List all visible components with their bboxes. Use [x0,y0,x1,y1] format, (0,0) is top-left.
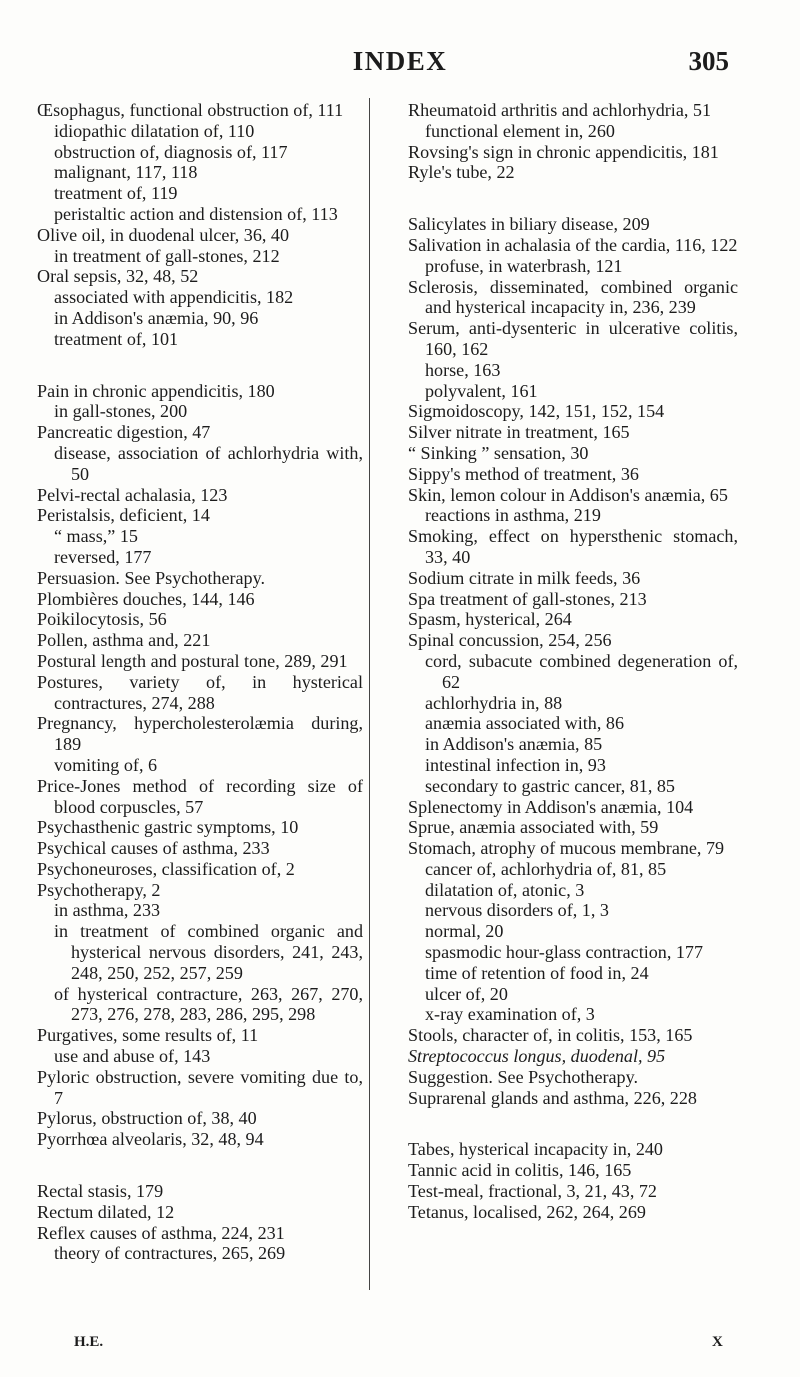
index-entry: Persuasion. See Psychotherapy. [37,567,265,588]
index-entry: Peristalsis, deficient, 14 [37,505,210,526]
index-entry: Psychasthenic gastric symptoms, 10 [37,817,299,838]
index-entry: Sippy's method of treatment, 36 [408,463,639,484]
index-entry: Serum, anti-dysenteric in ulcerative colitis, 160, 162 [408,318,738,359]
index-subentry: in treatment of combined organic and hysterical nervous disorders, 241, 243, 248, 250, 252, 257, 259 [54,921,363,983]
index-entry: Splenectomy in Addison's anæmia, 104 [408,796,694,817]
index-subentry: ulcer of, 20 [425,983,508,1004]
index-subentry: “ mass,” 15 [54,526,138,547]
page-header [0,46,800,86]
index-entry: Suprarenal glands and asthma, 226, 228 [408,1087,697,1108]
index-entry: Rovsing's sign in chronic appendicitis, 181 [408,141,719,162]
index-column-right [408,100,738,1223]
index-subentry: peristaltic action and distension of, 113 [54,203,338,224]
index-entry: Oral sepsis, 32, 48, 52 [37,266,199,287]
index-subentry: spasmodic hour-glass contraction, 177 [425,942,704,963]
index-subentry: polyvalent, 161 [425,380,538,401]
index-subentry: theory of contractures, 265, 269 [54,1243,286,1264]
index-subentry: idiopathic dilatation of, 110 [54,120,255,141]
index-entry: Skin, lemon colour in Addison's anæmia, 65 [408,484,728,505]
index-subentry: malignant, 117, 118 [54,162,198,183]
index-subentry: in treatment of gall-stones, 212 [54,245,280,266]
index-entry: Tannic acid in colitis, 146, 165 [408,1160,632,1181]
index-entry: Psychoneuroses, classification of, 2 [37,858,295,879]
index-entry: Ryle's tube, 22 [408,162,515,183]
index-subentry: of hysterical contracture, 263, 267, 270, 273, 276, 278, 283, 286, 295, 298 [54,983,363,1025]
index-entry: Pollen, asthma and, 221 [37,630,211,651]
page-title: INDEX [352,46,448,76]
index-entry: Rectal stasis, 179 [37,1181,164,1202]
index-entry: Sprue, anæmia associated with, 59 [408,817,659,838]
index-entry: Poikilocytosis, 56 [37,609,167,630]
index-subentry: in Addison's anæmia, 85 [425,734,603,755]
index-subentry: reactions in asthma, 219 [425,505,601,526]
index-entry: Pyloric obstruction, severe vomiting due to, 7 [37,1066,363,1108]
index-entry: Sclerosis, disseminated, combined organic and hysterical incapacity in, 236, 239 [408,276,738,318]
index-entry: Sodium citrate in milk feeds, 36 [408,567,641,588]
column-divider [369,98,370,1290]
index-entry: Postural length and postural tone, 289, 291 [37,650,348,671]
index-entry: Stomach, atrophy of mucous membrane, 79 [408,838,725,859]
index-entry: Pylorus, obstruction of, 38, 40 [37,1108,257,1129]
index-entry: Rectum dilated, 12 [37,1201,175,1222]
index-entry: Pyorrhœa alveolaris, 32, 48, 94 [37,1129,264,1150]
index-subentry: treatment of, 119 [54,183,178,204]
index-subentry: reversed, 177 [54,546,152,567]
index-subentry: in asthma, 233 [54,900,161,921]
index-subentry: secondary to gastric cancer, 81, 85 [425,775,675,796]
index-entry: Pregnancy, hypercholesterolæmia during, 189 [37,713,363,755]
section-r-left [37,1181,363,1264]
index-entry: Smoking, effect on hypersthenic stomach, 33, 40 [408,526,738,567]
section-t [408,1139,738,1222]
index-subentry: in Addison's anæmia, 90, 96 [54,307,259,328]
index-entry: Pelvi-rectal achalasia, 123 [37,484,228,505]
index-subentry: nervous disorders of, 1, 3 [425,900,609,921]
index-entry: Tabes, hysterical incapacity in, 240 [408,1139,663,1160]
index-subentry: normal, 20 [425,921,504,942]
section-oe [37,100,363,350]
index-entry: Silver nitrate in treatment, 165 [408,422,630,443]
index-subentry: anæmia associated with, 86 [425,713,624,734]
section-s [408,214,738,1108]
index-column-left [37,100,363,1264]
index-subentry: achlorhydria in, 88 [425,692,563,713]
gathering-mark: X [712,1334,723,1350]
index-entry: Reflex causes of asthma, 224, 231 [37,1222,285,1243]
index-entry: Spinal concussion, 254, 256 [408,630,612,651]
index-entry: Spasm, hysterical, 264 [408,609,572,630]
index-entry: Psychotherapy, 2 [37,879,161,900]
index-entry: Psychical causes of asthma, 233 [37,838,270,859]
index-entry: Œsophagus, functional obstruction of, 111 [37,100,344,120]
index-subentry: dilatation of, atonic, 3 [425,879,585,900]
index-subentry: obstruction of, diagnosis of, 117 [54,141,288,162]
index-entry: Salicylates in biliary disease, 209 [408,214,650,235]
index-subentry: use and abuse of, 143 [54,1046,211,1067]
index-entry: Test-meal, fractional, 3, 21, 43, 72 [408,1181,657,1202]
index-entry: Suggestion. See Psychotherapy. [408,1066,638,1087]
index-entry: Postures, variety of, in hysterical contractures, 274, 288 [37,671,363,713]
index-entry: Pancreatic digestion, 47 [37,422,211,443]
index-entry: Rheumatoid arthritis and achlorhydria, 51 [408,100,711,120]
index-subentry: functional element in, 260 [425,120,615,141]
index-entry: Olive oil, in duodenal ulcer, 36, 40 [37,224,290,245]
index-entry: Purgatives, some results of, 11 [37,1025,259,1046]
index-entry: Streptococcus longus, duodenal, 95 [408,1046,666,1067]
section-p [37,381,363,1150]
index-subentry: cancer of, achlorhydria of, 81, 85 [425,858,667,879]
index-entry: Stools, character of, in colitis, 153, 165 [408,1025,693,1046]
index-subentry: intestinal infection in, 93 [425,754,606,775]
index-subentry: treatment of, 101 [54,328,179,349]
index-subentry: in gall-stones, 200 [54,401,188,422]
index-subentry: disease, association of achlorhydria with, 50 [54,442,363,484]
section-r-right [408,100,738,183]
index-subentry: associated with appendicitis, 182 [54,287,294,308]
index-subentry: time of retention of food in, 24 [425,962,649,983]
index-entry: Pain in chronic appendicitis, 180 [37,380,275,401]
index-entry: “ Sinking ” sensation, 30 [408,442,589,463]
index-entry: Tetanus, localised, 262, 264, 269 [408,1201,646,1222]
index-entry: Spa treatment of gall-stones, 213 [408,588,647,609]
index-subentry: cord, subacute combined degeneration of, 62 [425,650,738,692]
index-entry: Plombières douches, 144, 146 [37,588,255,609]
page-number: 305 [688,46,729,76]
index-entry: Salivation in achalasia of the cardia, 116, 122 [408,234,738,255]
index-entry: Sigmoidoscopy, 142, 151, 152, 154 [408,401,665,422]
index-subentry: vomiting of, 6 [54,754,158,775]
index-subentry: x-ray examination of, 3 [425,1004,595,1025]
signature-mark: H.E. [74,1334,104,1350]
index-subentry: horse, 163 [425,359,501,380]
index-entry: Price-Jones method of recording size of blood corpuscles, 57 [37,775,363,817]
index-subentry: profuse, in waterbrash, 121 [425,255,623,276]
